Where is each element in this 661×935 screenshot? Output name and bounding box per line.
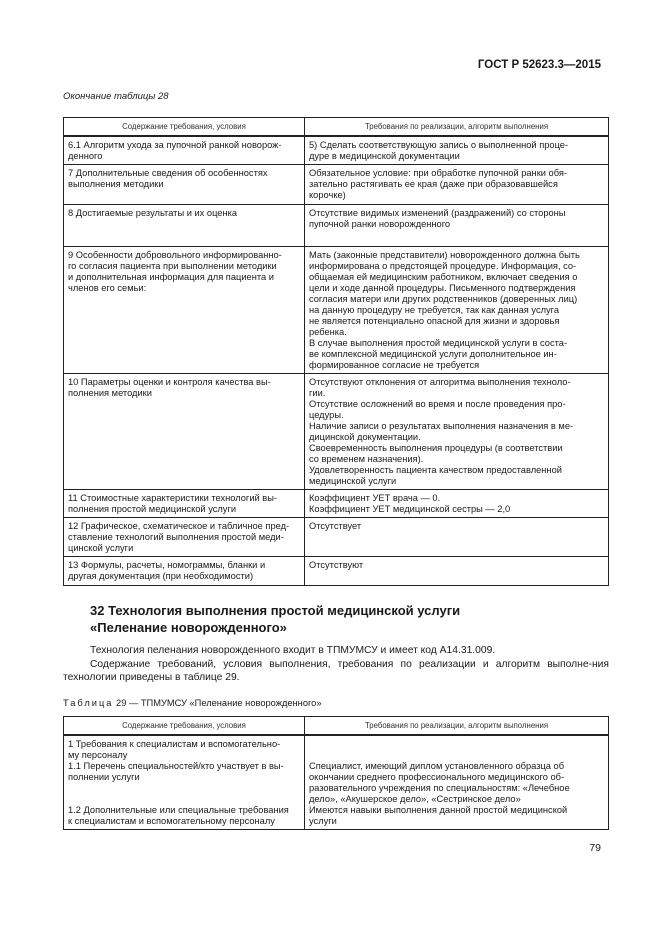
table-header-row: [64, 716, 609, 735]
table-row: [64, 205, 609, 247]
cell-requirement: 6.1 Алгоритм ухода за пупочной ранкой новорож- денного: [64, 136, 305, 165]
table-29: [63, 716, 609, 830]
cell-implementation: Обязательное условие: при обработке пупочной ранки обя- зательно растягивать ее края (даже при образовавшейся корочке): [305, 165, 609, 205]
page-number: 79: [589, 841, 601, 854]
column-header: Содержание требования, условия: [64, 118, 305, 137]
table-row: [64, 374, 609, 490]
table-caption: [63, 697, 609, 709]
cell-requirement: 10 Параметры оценки и контроля качества вы- полнения методики: [64, 374, 305, 490]
cell-implementation: Специалист, имеющий диплом установленного образца об окончании среднего профессионального медицинского об- разовательного учреждения по специальностям: «Лечебное дело», «Акушерское дело», «Сестринское дело» Имеются навыки выполнения данной простой медицинской услуги: [305, 735, 609, 830]
cell-requirement: 7 Дополнительные сведения об особенностях выполнения методики: [64, 165, 305, 205]
cell-requirement: 12 Графическое, схематическое и табличное пред- ставление технологий выполнения простой меди- цинской услуги: [64, 518, 305, 557]
cell-implementation: Отсутствуют отклонения от алгоритма выполнения техноло- гии. Отсутствие осложнений во время и после проведения про- цедуры. Наличие записи о результатах выполнения назначения в ме- дицинской документации. Своевременность выполнения процедуры (в соответствии со временем назначения). Удовлетворенность пациента качеством предоставленной медицинской услуги: [305, 374, 609, 490]
section-heading-line: «Пеленание новорожденного»: [90, 620, 287, 635]
table-row: [64, 247, 609, 374]
cell-implementation: Отсутствие видимых изменений (раздражений) со стороны пупочной ранки новорожденного: [305, 205, 609, 247]
table-row: [64, 518, 609, 557]
cell-requirement: 9 Особенности добровольного информированно- го согласия пациента при выполнении методики и дополнительная информация для пациента и членов его семьи:: [64, 247, 305, 374]
table-row: [64, 136, 609, 165]
section-heading: [90, 602, 609, 636]
table-row: [64, 735, 609, 830]
section-heading-line: 32 Технология выполнения простой медицинской услуги: [90, 603, 461, 618]
table-caption-title: 29 — ТПМУМСУ «Пеленание новорожденного»: [113, 697, 322, 708]
table-caption-label: Таблица: [63, 697, 114, 708]
column-header: Требования по реализации, алгоритм выполнения: [305, 716, 609, 735]
cell-implementation: Мать (законные представители) новорожденного должна быть информирована о предстоящей процедуре. Информация, со- общаемая ей медицинским работником, включает сведения о цели и ходе данной процедуры. Письменного подтверждения согласия матери или других родственников (доверенных лиц) на данную процедуру не требуется, так как данная услуга не является потенциально опасной для жизни и здоровья ребенка. В случае выполнения простой медицинской услуги в соста- ве комплексной медицинской услуги дополнительное ин- формированное согласие не требуется: [305, 247, 609, 374]
cell-implementation: Коэффициент УЕТ врача — 0. Коэффициент УЕТ медицинской сестры — 2,0: [305, 490, 609, 518]
cell-requirement: 8 Достигаемые результаты и их оценка: [64, 205, 305, 247]
cell-implementation: Отсутствуют: [305, 557, 609, 586]
cell-requirement: 1 Требования к специалистам и вспомогательно- му персоналу 1.1 Перечень специальностей/кто участвует в вы- полнении услуги 1.2 Дополнительные или специальные требования к специалистам и вспомогательному персоналу: [64, 735, 305, 830]
table-row: [64, 165, 609, 205]
column-header: Требования по реализации, алгоритм выполнения: [305, 118, 609, 137]
paragraph: Содержание требований, условия выполнения, требования по реализации и алгоритм выполне-ния технологии приведены в таблице 29.: [63, 658, 609, 683]
cell-implementation: Отсутствует: [305, 518, 609, 557]
cell-implementation: 5) Сделать соответствующую запись о выполненной проце- дуре в медицинской документации: [305, 136, 609, 165]
table-row: [64, 490, 609, 518]
table-28: [63, 117, 609, 586]
table-continuation-label: Окончание таблицы 28: [63, 91, 169, 102]
table-row: [64, 557, 609, 586]
cell-requirement: 13 Формулы, расчеты, номограммы, бланки и другая документация (при необходимости): [64, 557, 305, 586]
table-header-row: [64, 118, 609, 137]
standard-designation: ГОСТ Р 52623.3—2015: [477, 59, 601, 71]
column-header: Содержание требования, условия: [64, 716, 305, 735]
cell-requirement: 11 Стоимостные характеристики технологий вы- полнения простой медицинской услуги: [64, 490, 305, 518]
paragraph: Технология пеленания новорожденного входит в ТПМУМСУ и имеет код А14.31.009.: [90, 645, 496, 656]
